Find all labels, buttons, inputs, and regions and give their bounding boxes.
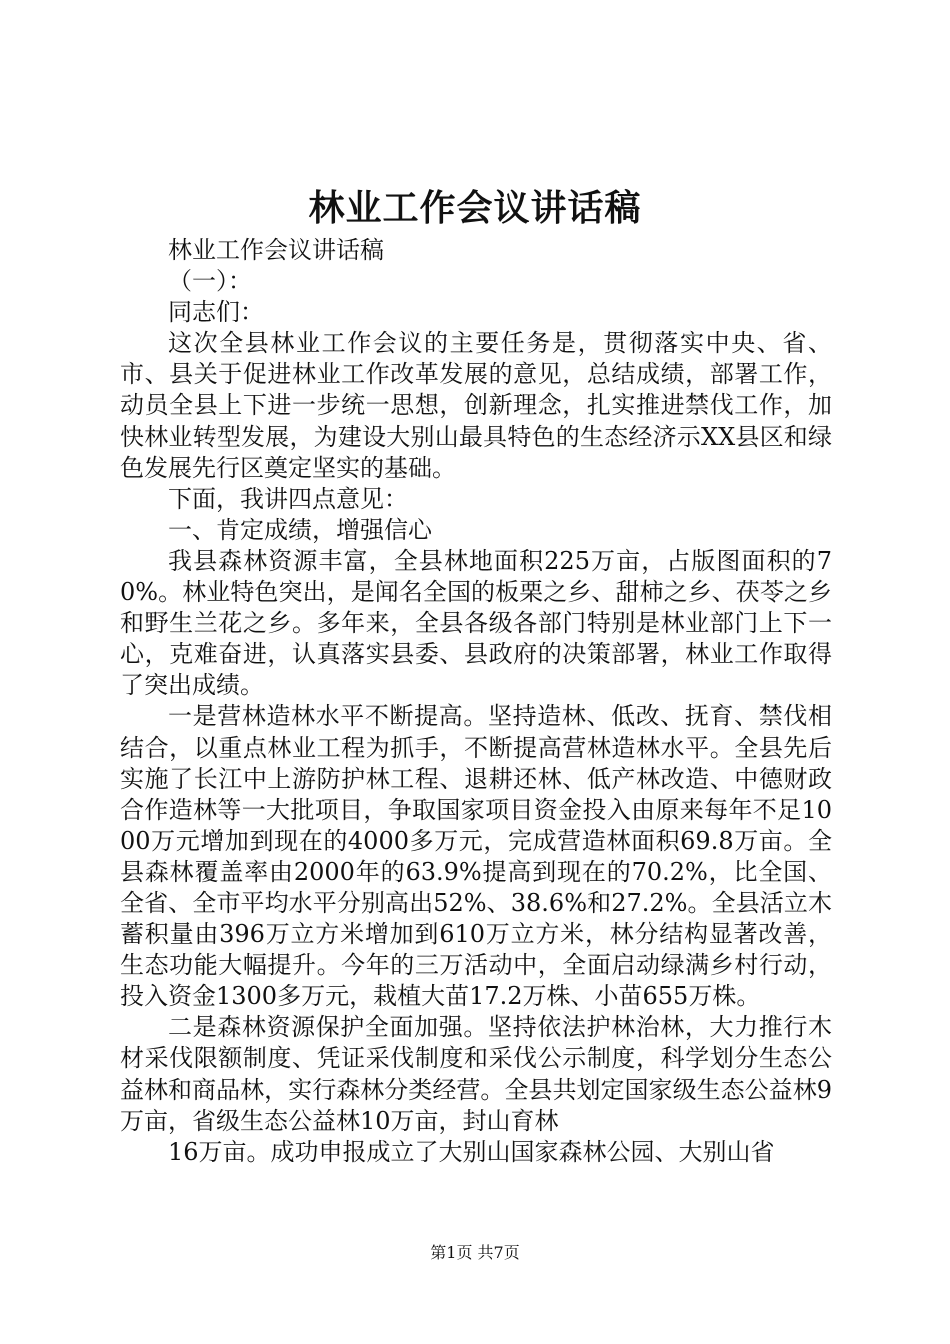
paragraph-salutation: 同志们： <box>168 298 264 327</box>
paragraph-protection: 二是森林资源保护全面加强。坚持依法护林治林，大力推行木材采伐限额制度、凭证采伐制度和采伐公示制度，科学划分生态公益林和商品林，实行森林分类经营。全县共划定国家级生态公益林9万亩，省级生态公益林10万亩，封山育林 <box>120 1013 832 1135</box>
paragraph-section-number: （一）： <box>168 267 252 296</box>
paragraph-intro: 这次全县林业工作会议的主要任务是，贯彻落实中央、省、市、县关于促进林业工作改革发展的意见，总结成绩，部署工作，动员全县上下进一步统一思想，创新理念，扎实推进禁伐工作，加快林业转型发展，为建设大别山最具特色的生态经济示XX县区和绿色发展先行区奠定坚实的基础。 <box>120 329 832 482</box>
paragraph-parks: 16万亩。成功申报成立了大别山国家森林公园、大别山省 <box>168 1137 775 1166</box>
section-heading-1: 一、肯定成绩，增强信心 <box>168 515 432 544</box>
document-body <box>120 235 832 1168</box>
page-number-footer: 第1页 共7页 <box>430 1243 520 1262</box>
paragraph-outline: 下面，我讲四点意见： <box>168 484 408 513</box>
paragraph-afforestation: 一是营林造林水平不断提高。坚持造林、低改、抚育、禁伐相结合，以重点林业工程为抓手，不断提高营林造林水平。全县先后实施了长江中上游防护林工程、退耕还林、低产林改造、中德财政合作造林等一大批项目，争取国家项目资金投入由原来每年不足1000万元增加到现在的4000多万元，完成营造林面积69.8万亩。全县森林覆盖率由2000年的63.9%提高到现在的70.2%，比全国、全省、全市平均水平分别高出52%、38.6%和27.2%。全县活立木蓄积量由396万立方米增加到610万立方米，林分结构显著改善，生态功能大幅提升。今年的三万活动中，全面启动绿满乡村行动，投入资金1300多万元，栽植大苗17.2万株、小苗655万株。 <box>120 702 832 1011</box>
document-title: 林业工作会议讲话稿 <box>308 188 642 229</box>
paragraph-subtitle: 林业工作会议讲话稿 <box>168 236 384 264</box>
paragraph-resources: 我县森林资源丰富，全县林地面积225万亩，占版图面积的70%。林业特色突出，是闻名全国的板栗之乡、甜柿之乡、茯苓之乡和野生兰花之乡。多年来，全县各级各部门特别是林业部门上下一心，克难奋进，认真落实县委、县政府的决策部署，林业工作取得了突出成绩。 <box>120 546 832 700</box>
